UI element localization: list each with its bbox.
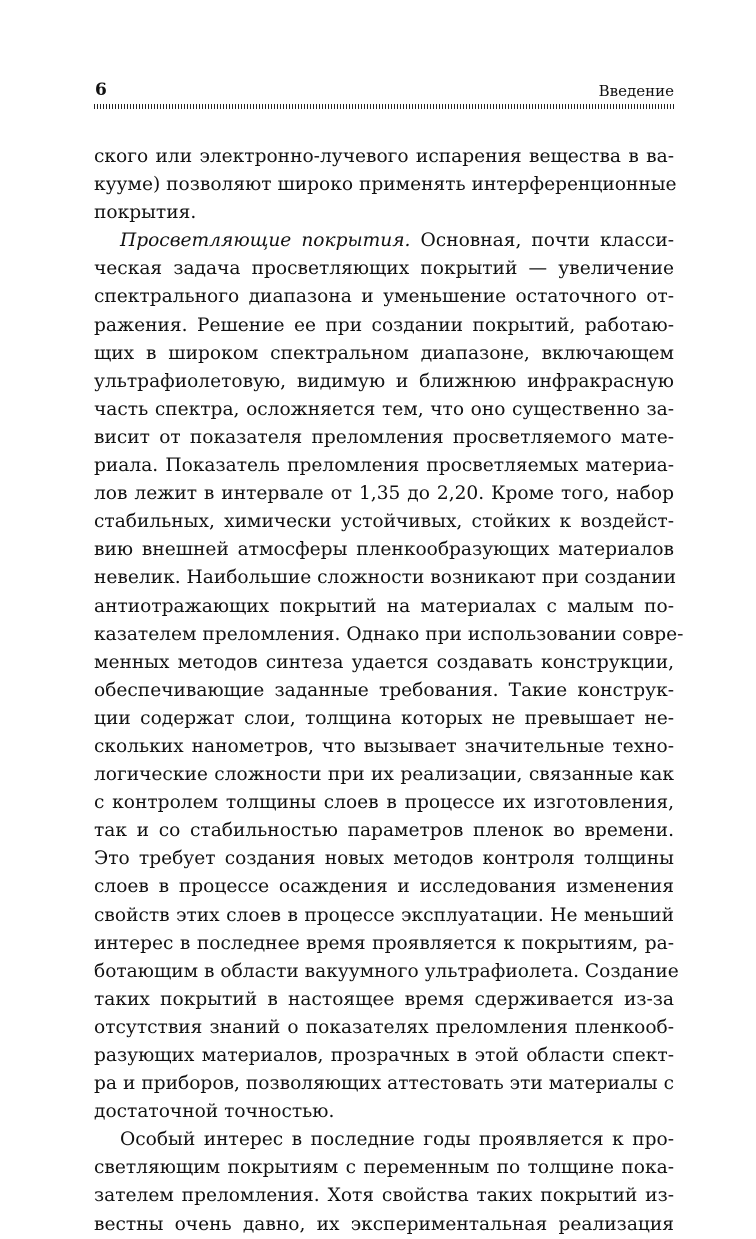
text-line [94,227,674,255]
text-line: щих в широком спектральном диапазоне, включающем [94,342,674,364]
text-line: ского или электронно-лучевого испарения вещества в ва- [94,146,674,167]
text-line: зателем преломления. Хотя свойства таких покрытий из- [94,1185,674,1207]
text-line: с контролем толщины слоев в процессе их изготовления, [94,792,674,814]
text-line: интерес в последнее время проявляется к покрытиям, ра- [94,932,674,954]
text-line: вестны очень давно, их экспериментальная реализация [94,1213,674,1235]
text-line: ра и приборов, позволяющих аттестовать эти материалы с [94,1073,674,1095]
text-line: ческая задача просветляющих покрытий — увеличение [94,258,674,280]
text-line: свойств этих слоев в процессе эксплуатации. Не меньший [94,904,674,926]
text-line: ультрафиолетовую, видимую и ближнюю инфракрасную [94,370,674,392]
body-text [94,143,684,1239]
text-line: кууме) позволяют широко применять интерференционные [94,174,677,196]
text-line: часть спектра, осложняется тем, что оно существенно за- [94,398,674,420]
text-line: достаточной точностью. [94,1101,335,1123]
text-line: казателем преломления. Однако при использовании совре- [94,623,684,645]
text-line: ции содержат слои, толщина которых не превышает не- [94,707,674,729]
text-line: невелик. Наибольшие сложности возникают при создании [94,567,676,589]
text-line: скольких нанометров, что вызывает значительные техно- [94,735,674,757]
text-line: логические сложности при их реализации, связанные как [94,764,674,786]
text-line: менных методов синтеза удается создавать конструкции, [94,651,674,673]
page-header [94,80,674,102]
text-line: Это требует создания новых методов контроля толщины [94,848,674,870]
text-line: вию внешней атмосферы пленкообразующих материалов [94,539,674,561]
text-line: лов лежит в интервале от 1,35 до 2,20. Кроме того, набор [94,483,674,505]
text-line: отсутствия знаний о показателях преломления пленкооб- [94,1016,674,1038]
text-line: разующих материалов, прозрачных в этой области спект- [94,1045,674,1066]
text-line: стабильных, химически устойчивых, стойких к воздейст- [94,511,674,533]
text-line: ражения. Решение ее при создании покрытий, работаю- [94,314,674,336]
text-line: висит от показателя преломления просветляемого мате- [94,426,674,448]
text-line: антиотражающих покрытий на материалах с малым по- [94,595,674,617]
page-number: 6 [95,80,107,100]
text-line: светляющим покрытиям с переменным по толщине пока- [94,1157,674,1179]
text-line: покрытия. [94,202,197,224]
text-line: ботающим в области вакуумного ультрафиолета. Создание [94,960,679,982]
header-rule [94,104,674,109]
running-title: Введение [598,82,674,100]
text-line: обеспечивающие заданные требования. Такие конструк- [94,679,674,701]
text-line: таких покрытий в настоящее время сдерживается из-за [94,988,674,1010]
text-line: так и со стабильностью параметров пленок во времени. [94,820,674,842]
text-line: Особый интерес в последние годы проявляется к про- [120,1129,674,1151]
section-lead: Просветляющие покрытия. [120,230,411,252]
text-line: слоев в процессе осаждения и исследования изменения [94,876,674,898]
text-line: спектрального диапазона и уменьшение остаточного от- [94,286,674,308]
text-line-rest: Основная, почти класси- [420,230,675,252]
text-line: риала. Показатель преломления просветляемых материа- [94,455,674,477]
